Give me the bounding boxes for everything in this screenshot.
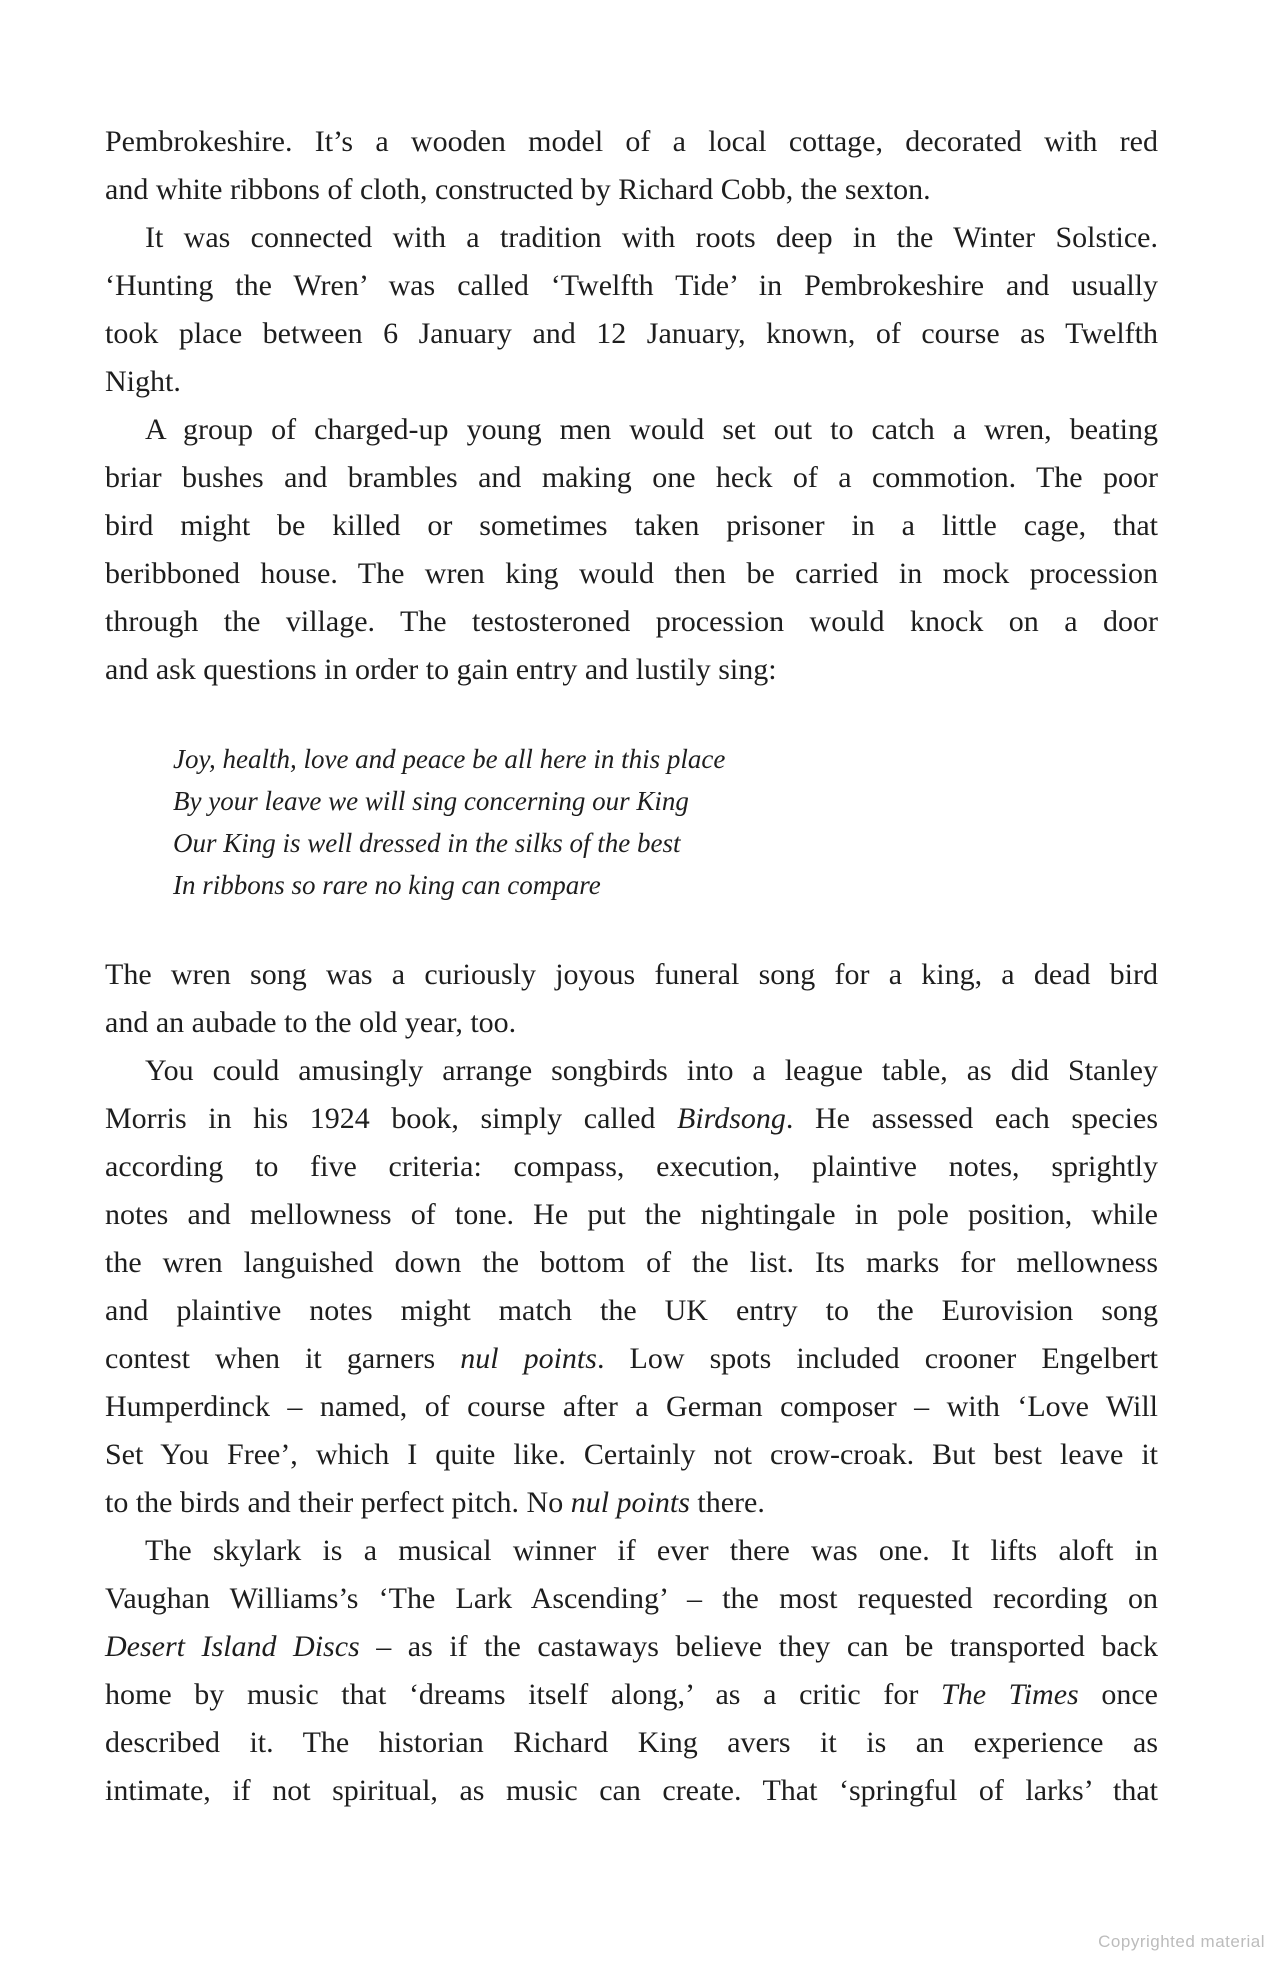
text-line (105, 1383, 1158, 1431)
text-segment: through the village. The testosteroned procession would knock on a door (105, 605, 1158, 638)
text-line (105, 262, 1158, 310)
text-line (105, 502, 1158, 550)
text-segment: Vaughan Williams’s ‘The Lark Ascending’ – the most requested recording on (105, 1582, 1158, 1615)
text-segment: Night. (105, 365, 181, 398)
text-segment: and white ribbons of cloth, constructed by Richard Cobb, the sexton. (105, 173, 931, 206)
text-line (105, 1047, 1158, 1095)
text-segment: It was connected with a tradition with roots deep in the Winter Solstice. (145, 221, 1158, 254)
text-line (105, 1671, 1158, 1719)
text-segment: bird might be killed or sometimes taken prisoner in a little cage, that (105, 509, 1158, 542)
text-segment: notes and mellowness of tone. He put the nightingale in pole position, while (105, 1198, 1158, 1231)
text-segment: Pembrokeshire. It’s a wooden model of a local cottage, decorated with red (105, 125, 1158, 158)
text-line (173, 780, 1158, 822)
text-column (105, 118, 1158, 1815)
text-segment: The skylark is a musical winner if ever there was one. It lifts aloft in (145, 1534, 1158, 1567)
text-segment: Humperdinck – named, of course after a German composer – with ‘Love Will (105, 1390, 1158, 1423)
paragraph-tradition (105, 214, 1158, 406)
paragraph-pembrokeshire (105, 118, 1158, 214)
text-segment: briar bushes and brambles and making one heck of a commotion. The poor (105, 461, 1158, 494)
italic-text: nul points (460, 1342, 597, 1375)
text-line (105, 166, 1158, 214)
text-line (173, 738, 1158, 780)
italic-text: nul points (570, 1486, 690, 1519)
text-line (105, 999, 1158, 1047)
text-line (105, 550, 1158, 598)
paragraph-wren-song-comment (105, 951, 1158, 1047)
text-segment: home by music that ‘dreams itself along,’ as a critic for (105, 1678, 942, 1711)
text-line (105, 1575, 1158, 1623)
text-segment: according to five criteria: compass, execution, plaintive notes, sprightly (105, 1150, 1158, 1183)
text-segment: to the birds and their perfect pitch. No (105, 1486, 571, 1519)
text-segment: and plaintive notes might match the UK entry to the Eurovision song (105, 1294, 1158, 1327)
text-line (105, 598, 1158, 646)
text-line (105, 1623, 1158, 1671)
text-line (173, 822, 1158, 864)
text-segment: ‘Hunting the Wren’ was called ‘Twelfth Tide’ in Pembrokeshire and usually (105, 269, 1158, 302)
text-segment: Our King is well dressed in the silks of the best (173, 828, 681, 858)
text-segment: once (1078, 1678, 1158, 1711)
italic-text: Birdsong (677, 1102, 786, 1135)
text-segment: A group of charged-up young men would set out to catch a wren, beating (145, 413, 1158, 446)
text-line (105, 1719, 1158, 1767)
text-line (105, 1767, 1158, 1815)
text-segment: contest when it garners (105, 1342, 461, 1375)
text-line (105, 1095, 1158, 1143)
text-line (105, 358, 1158, 406)
text-segment: Morris in his 1924 book, simply called (105, 1102, 677, 1135)
text-line (105, 1191, 1158, 1239)
text-line (173, 864, 1158, 906)
text-segment: – as if the castaways believe they can be transported back (359, 1630, 1158, 1663)
text-segment: described it. The historian Richard King avers it is an experience as (105, 1726, 1158, 1759)
text-segment: and ask questions in order to gain entry and lustily sing: (105, 653, 777, 686)
text-line (105, 1431, 1158, 1479)
text-line (105, 1335, 1158, 1383)
text-segment: beribboned house. The wren king would then be carried in mock procession (105, 557, 1158, 590)
text-line (105, 1239, 1158, 1287)
text-line (105, 1479, 1158, 1527)
text-segment: intimate, if not spiritual, as music can create. That ‘springful of larks’ that (105, 1774, 1158, 1807)
text-segment: . He assessed each species (785, 1102, 1159, 1135)
text-segment: and an aubade to the old year, too. (105, 1006, 517, 1039)
text-segment: . Low spots included crooner Engelbert (596, 1342, 1158, 1375)
paragraph-skylark (105, 1527, 1158, 1815)
text-segment: there. (689, 1486, 765, 1519)
text-line (105, 951, 1158, 999)
text-line (105, 646, 1158, 694)
text-segment: You could amusingly arrange songbirds into a league table, as did Stanley (145, 1054, 1158, 1087)
text-line (105, 406, 1158, 454)
text-segment: Joy, health, love and peace be all here in this place (173, 744, 726, 774)
paragraph-league-table (105, 1047, 1158, 1527)
paragraph-wren-hunt (105, 406, 1158, 694)
text-line (105, 310, 1158, 358)
text-segment: Set You Free’, which I quite like. Certainly not crow-croak. But best leave it (105, 1438, 1158, 1471)
watermark: Copyrighted material (1098, 1932, 1265, 1951)
text-line (105, 1287, 1158, 1335)
text-line (105, 1527, 1158, 1575)
text-line (105, 214, 1158, 262)
text-segment: the wren languished down the bottom of the list. Its marks for mellowness (105, 1246, 1158, 1279)
italic-text: The Times (941, 1678, 1079, 1711)
text-line (105, 454, 1158, 502)
text-line (105, 118, 1158, 166)
text-segment: In ribbons so rare no king can compare (173, 870, 601, 900)
text-segment: By your leave we will sing concerning our King (173, 786, 689, 816)
text-segment: took place between 6 January and 12 January, known, of course as Twelfth (105, 317, 1158, 350)
text-segment: The wren song was a curiously joyous funeral song for a king, a dead bird (105, 958, 1158, 991)
verse-wren-song (173, 738, 1158, 906)
italic-text: Desert Island Discs (105, 1630, 360, 1663)
text-line (105, 1143, 1158, 1191)
